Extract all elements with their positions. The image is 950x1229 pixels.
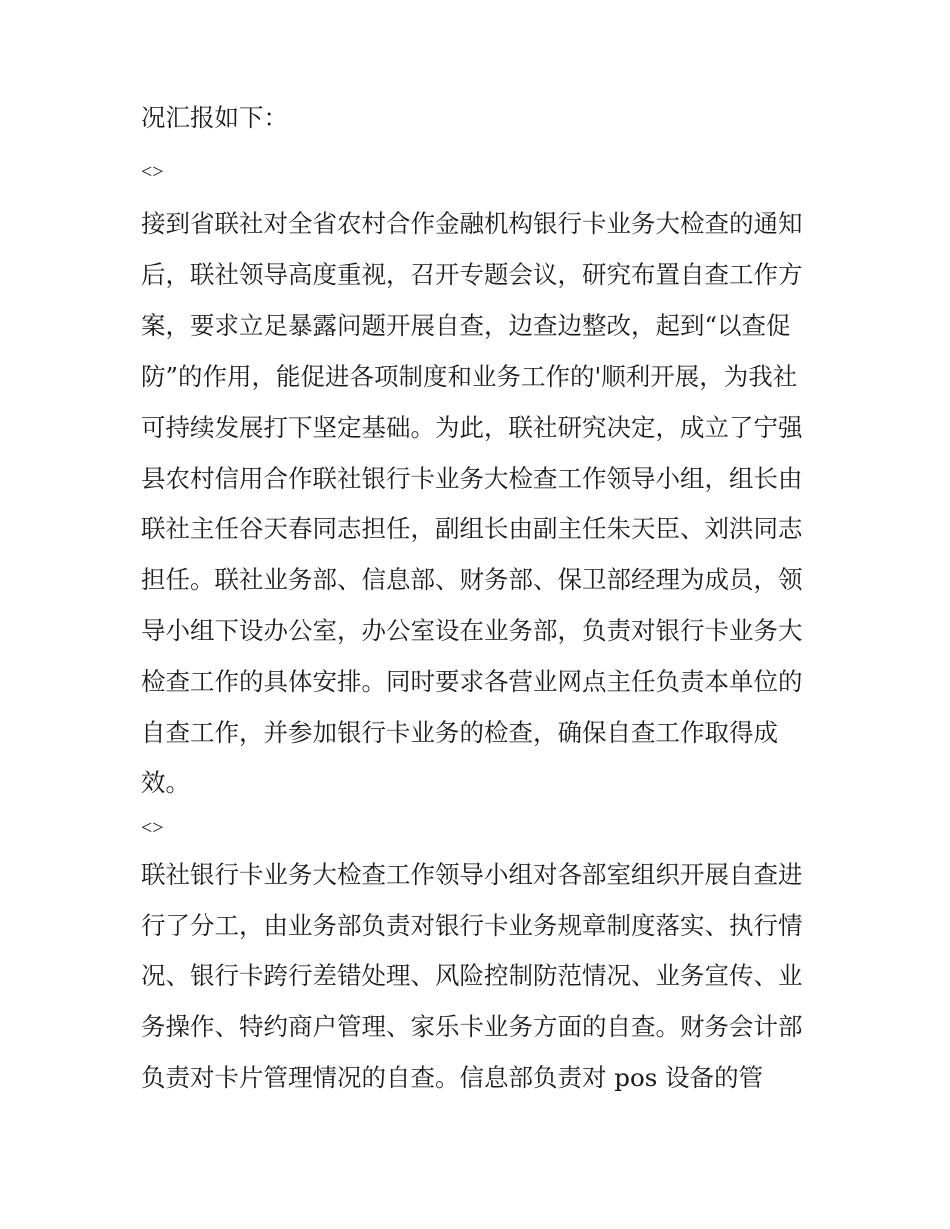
body-line: 务操作、特约商户管理、家乐卡业务方面的自查。财务会计部 xyxy=(141,1012,803,1041)
body-line: 联社主任谷天春同志担任，副组长由副主任朱天臣、刘洪同志 xyxy=(141,514,803,543)
body-line: 可持续发展打下坚定基础。为此，联社研究决定，成立了宁强 xyxy=(141,413,803,442)
body-line: 联社银行卡业务大检查工作领导小组对各部室组织开展自查进 xyxy=(141,860,803,889)
body-line: 自查工作，并参加银行卡业务的检查，确保自查工作取得成 xyxy=(141,718,778,747)
body-line: 防”的作用，能促进各项制度和业务工作的'顺利开展，为我社 xyxy=(141,362,798,391)
body-line: 况、银行卡跨行差错处理、风险控制防范情况、业务宣传、业 xyxy=(141,961,803,990)
body-line: 案，要求立足暴露问题开展自查，边查边整改，起到“以查促 xyxy=(141,311,791,340)
body-line: 导小组下设办公室，办公室设在业务部，负责对银行卡业务大 xyxy=(141,616,803,645)
body-line: 接到省联社对全省农村合作金融机构银行卡业务大检查的通知 xyxy=(141,209,803,238)
body-line: 担任。联社业务部、信息部、财务部、保卫部经理为成员，领 xyxy=(141,565,803,594)
paragraph-marker: <> xyxy=(141,817,164,839)
body-line: 县农村信用合作联社银行卡业务大检查工作领导小组，组长由 xyxy=(141,464,803,493)
body-line: 后，联社领导高度重视，召开专题会议，研究布置自查工作方 xyxy=(141,260,803,289)
body-line: 检查工作的具体安排。同时要求各营业网点主任负责本单位的 xyxy=(141,667,803,696)
body-line: 况汇报如下： xyxy=(141,103,288,132)
body-line: 负责对卡片管理情况的自查。信息部负责对 pos 设备的管 xyxy=(141,1063,764,1092)
body-line: 行了分工，由业务部负责对银行卡业务规章制度落实、执行情 xyxy=(141,911,803,940)
paragraph-marker: <> xyxy=(141,161,164,183)
body-line: 效。 xyxy=(141,768,190,797)
